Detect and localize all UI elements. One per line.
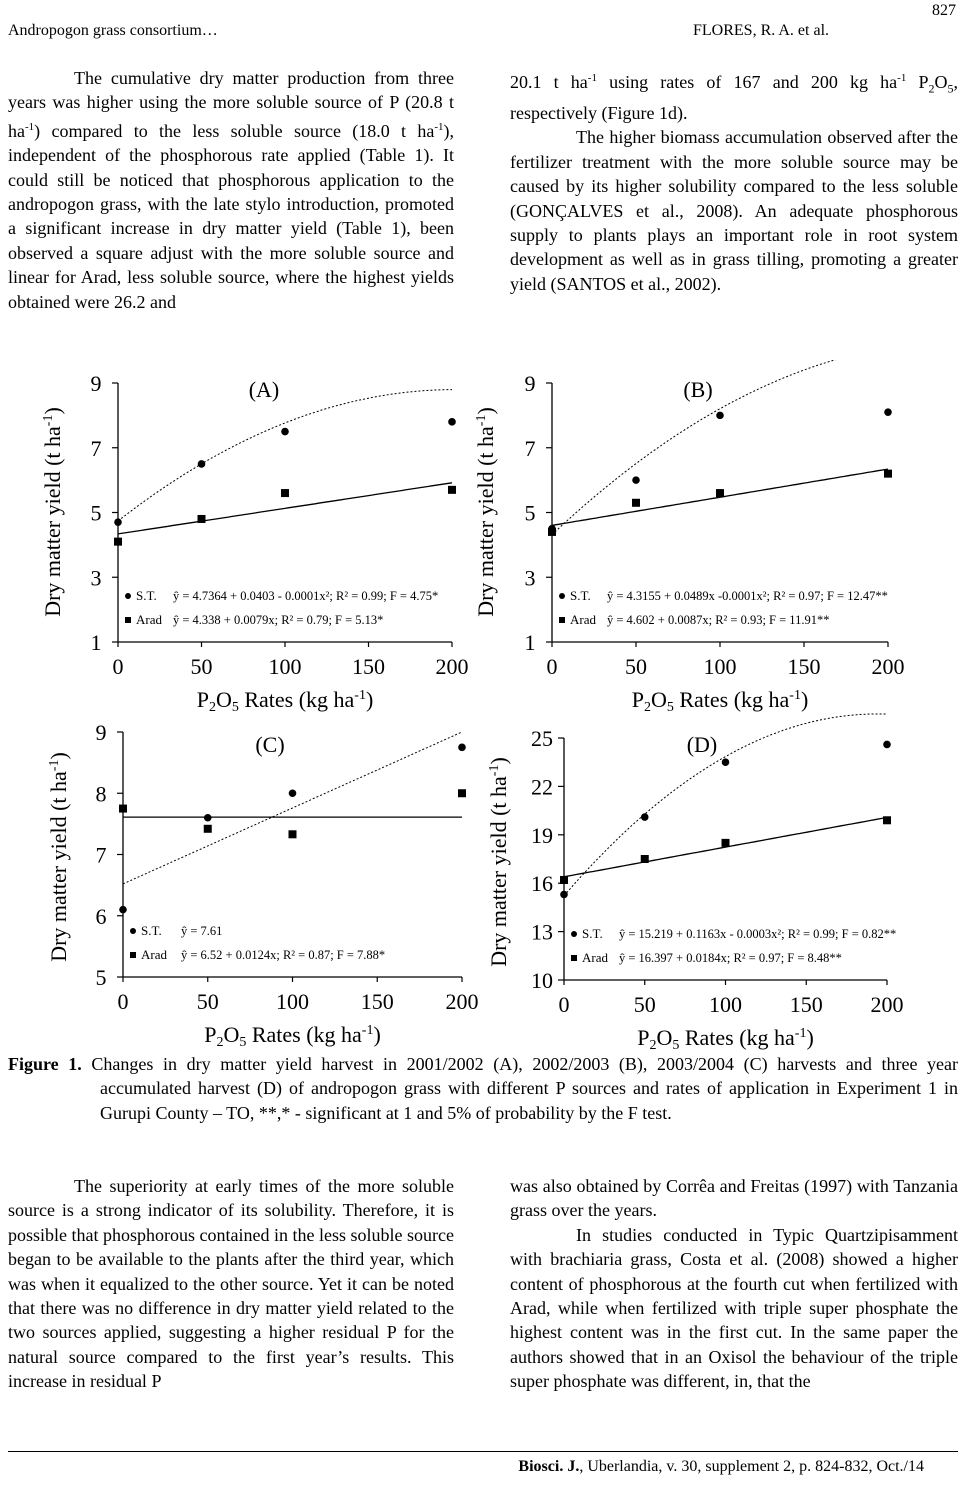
y-tick-label: 1: [524, 630, 536, 655]
y-tick-label: 6: [95, 903, 107, 929]
text-column-bottom-right: [510, 1174, 958, 1394]
legend-st-marker: [571, 931, 577, 937]
x-tick-label: 150: [360, 989, 394, 1014]
paragraph: The cumulative dry matter production from three years was higher using the more soluble source of P (20.8 t $ha^{-1}$) compared to the less soluble source (18.0 t $ha^{-1}$), independent of the phosphorous rate applied (Table 1). It could still be noticed that phosphorous application to the andropogon grass, with the late stylo introduction, promoted a significant increase in dry matter yield (Table 1), been observed a square adjust with the more soluble source and linear for Arad, less soluble source, where the highest yields obtained were 26.2 and: [8, 68, 454, 312]
x-axis-label: P2O5 Rates (kg $ha^{-1}$): [204, 1022, 381, 1050]
legend-arad-marker: [571, 955, 577, 961]
regression-equation: ŷ = 4.338 + 0.0079x; R² = 0.79; F = 5.13*: [173, 613, 384, 627]
y-tick-label: 16: [531, 871, 553, 897]
regression-equation: ŷ = 6.52 + 0.0124x; R² = 0.87; F = 7.88*: [181, 948, 386, 962]
y-tick-label: 5: [90, 500, 102, 526]
y-axis-label: Dry matter yield (t $ha^{-1}$): [46, 752, 71, 962]
page-number: 827: [932, 2, 956, 19]
legend-arad-marker: [125, 617, 131, 623]
legend-label: Arad: [570, 612, 596, 627]
figure-caption: [8, 1052, 958, 1125]
legend-label: Arad: [582, 950, 608, 965]
x-tick-label: 200: [870, 992, 904, 1017]
running-header-left: Andropogon grass consortium…: [8, 22, 218, 39]
regression-equation: ŷ = 15.219 + 0.1163x - 0.0003x²; R² = 0.99; F = 0.82**: [619, 927, 897, 941]
arad-trend-line: [123, 732, 462, 884]
paragraph: The higher biomass accumulation observed after the fertilizer treatment with the more soluble source may be caused by its higher solubility compared to the less soluble (GONÇALVES et al., 2008). An adequate phosphorous supply to plants plays an important role in root system development as well as in grass tilling, promoting a greater yield (SANTOS et al., 2002).: [510, 127, 958, 294]
x-tick-label: 100: [703, 654, 737, 679]
y-tick-label: 5: [524, 500, 536, 526]
arad-point: [119, 805, 127, 813]
arad-point: [632, 499, 640, 507]
panel-label: (B): [683, 377, 713, 402]
regression-equation: ŷ = 4.602 + 0.0087x; R² = 0.93; F = 11.91**: [607, 613, 830, 627]
figure-caption-text: Changes in dry matter yield harvest in 2001/2002 (A), 2002/2003 (B), 2003/2004 (C) harvests and three year accumulated harvest (D) of andropogon grass with different P sources and rates of application in Experiment 1 in Gurupi County – TO, **,* - significant at 1 and 5% of probability by the F test.: [91, 1054, 959, 1123]
x-tick-label: 0: [117, 989, 129, 1014]
y-axis-label: Dry matter yield (t $ha^{-1}$): [40, 407, 65, 617]
y-tick-label: 5: [95, 965, 107, 990]
x-tick-label: 0: [558, 992, 570, 1017]
x-axis-label: P2O5 Rates (kg $ha^{-1}$): [631, 687, 809, 715]
y-tick-label: 13: [531, 919, 553, 945]
st-point: [204, 814, 212, 822]
legend-st-marker: [125, 593, 131, 599]
st-point: [458, 744, 466, 752]
journal-name: Biosci. J.: [518, 1458, 580, 1475]
legend-arad-marker: [130, 952, 136, 958]
y-tick-label: 25: [531, 726, 553, 751]
y-tick-label: 9: [95, 720, 107, 745]
legend-st-marker: [559, 593, 565, 599]
arad-point: [722, 839, 730, 847]
arad-point: [560, 876, 568, 884]
st-point: [884, 408, 892, 416]
x-tick-label: 50: [196, 989, 219, 1014]
st-point: [281, 428, 289, 436]
arad-point: [884, 470, 892, 478]
arad-point: [548, 528, 556, 536]
x-tick-label: 100: [268, 654, 302, 679]
y-tick-label: 7: [95, 842, 107, 868]
st-point: [119, 906, 127, 914]
y-tick-label: 22: [531, 774, 553, 800]
arad-point: [289, 830, 297, 838]
paragraph: 20.1 t $ha^{-1}$ using rates of 167 and 200 kg $ha^{-1}$ $P_2O_5$, respectively (Figure 1d).: [510, 72, 958, 123]
arad-point: [641, 855, 649, 863]
arad-trend-line: [564, 817, 887, 876]
regression-equation: ŷ = 7.61: [181, 924, 223, 938]
y-axis-label: Dry matter yield (t $ha^{-1}$): [473, 407, 498, 617]
regression-equation: ŷ = 4.3155 + 0.0489x -0.0001x²; R² = 0.97; F = 12.47**: [607, 589, 888, 603]
panel-label: (A): [248, 377, 280, 402]
x-axis-label: P2O5 Rates (kg $ha^{-1}$): [637, 1025, 814, 1050]
y-tick-label: 7: [90, 435, 102, 461]
footer-rule: [8, 1451, 958, 1452]
st-point: [560, 891, 568, 899]
arad-point: [204, 825, 212, 833]
x-tick-label: 150: [352, 654, 385, 679]
x-tick-label: 0: [546, 654, 558, 679]
st-point: [198, 460, 206, 468]
st-point: [716, 412, 724, 420]
text-column-top-left: [8, 66, 454, 314]
x-tick-label: 150: [789, 992, 823, 1017]
arad-point: [281, 489, 289, 497]
text-column-bottom-left: [8, 1174, 454, 1394]
x-tick-label: 50: [625, 654, 647, 679]
y-axis-label: Dry matter yield (t $ha^{-1}$): [486, 757, 511, 967]
legend-label: Arad: [136, 612, 162, 627]
x-axis-label: P2O5 Rates (kg $ha^{-1}$): [196, 687, 374, 715]
arad-point: [458, 789, 466, 797]
legend-label: S.T.: [141, 923, 162, 938]
st-point: [289, 789, 297, 797]
st-point: [114, 518, 122, 526]
figure-label: Figure 1.: [8, 1054, 82, 1074]
y-tick-label: 1: [90, 630, 102, 655]
arad-point: [448, 486, 456, 494]
y-tick-label: 19: [531, 822, 553, 848]
legend-label: S.T.: [136, 588, 157, 603]
x-tick-label: 100: [276, 989, 309, 1014]
panel-label: (C): [255, 732, 285, 757]
x-tick-label: 150: [787, 654, 821, 679]
y-tick-label: 9: [524, 371, 536, 396]
figure-1-panels: [0, 360, 960, 1050]
paragraph: was also obtained by Corrêa and Freitas (1997) with Tanzania grass over the years.: [510, 1176, 958, 1221]
legend-label: Arad: [141, 947, 167, 962]
legend-label: S.T.: [582, 926, 603, 941]
st-point: [883, 741, 891, 749]
text-column-top-right: [510, 66, 958, 296]
x-tick-label: 200: [871, 654, 905, 679]
legend-arad-marker: [559, 617, 565, 623]
x-tick-label: 200: [445, 989, 479, 1014]
st-point: [448, 418, 456, 426]
x-tick-label: 200: [435, 654, 469, 679]
regression-equation: ŷ = 16.397 + 0.0184x; R² = 0.97; F = 8.48**: [619, 951, 842, 965]
journal-footer: [518, 1458, 924, 1476]
st-point: [641, 813, 649, 821]
y-tick-label: 3: [90, 565, 102, 591]
x-tick-label: 0: [112, 654, 124, 679]
x-tick-label: 50: [190, 654, 213, 679]
y-tick-label: 3: [524, 565, 536, 591]
st-trend-line: [118, 390, 452, 521]
panel-label: (D): [686, 732, 718, 757]
x-tick-label: 50: [633, 992, 656, 1017]
arad-point: [198, 515, 206, 523]
arad-point: [716, 489, 724, 497]
paragraph: In studies conducted in Typic Quartzipisamment with brachiaria grass, Costa et al. (2008) showed a higher content of phosphorous at the fourth cut when fertilized with Arad, while when fertilized with triple super phosphate the highest content was in the first cut. In the same paper the authors showed that in an Oxisol the behaviour of the triple super phosphate was different, in, that the: [510, 1224, 958, 1392]
running-header-authors: FLORES, R. A. et al.: [693, 22, 830, 39]
y-tick-label: 10: [531, 968, 553, 993]
y-tick-label: 8: [95, 781, 107, 807]
st-trend-line: [552, 360, 888, 535]
x-tick-label: 100: [709, 992, 742, 1017]
arad-point: [883, 816, 891, 824]
arad-point: [114, 538, 122, 546]
arad-trend-line: [552, 469, 888, 525]
paragraph: The superiority at early times of the more soluble source is a strong indicator of its solubility. Therefore, it is possible that phosphorous contained in the less soluble source began to be available to the plants after the third year, which was when it equalized to the other source. Yet it can be noted that there was no difference in dry matter yield related to the two sources applied, suggesting a higher residual P for the natural source compared to the first year’s results. This increase in residual P: [8, 1176, 454, 1392]
regression-equation: ŷ = 4.7364 + 0.0403 - 0.0001x²; R² = 0.99; F = 4.75*: [173, 589, 439, 603]
legend-st-marker: [130, 928, 136, 934]
st-point: [632, 476, 640, 484]
st-point: [722, 758, 730, 766]
journal-citation: , Uberlandia, v. 30, supplement 2, p. 824-832, Oct./14: [579, 1458, 924, 1475]
legend-label: S.T.: [570, 588, 591, 603]
y-tick-label: 7: [524, 435, 536, 461]
y-tick-label: 9: [90, 371, 102, 396]
